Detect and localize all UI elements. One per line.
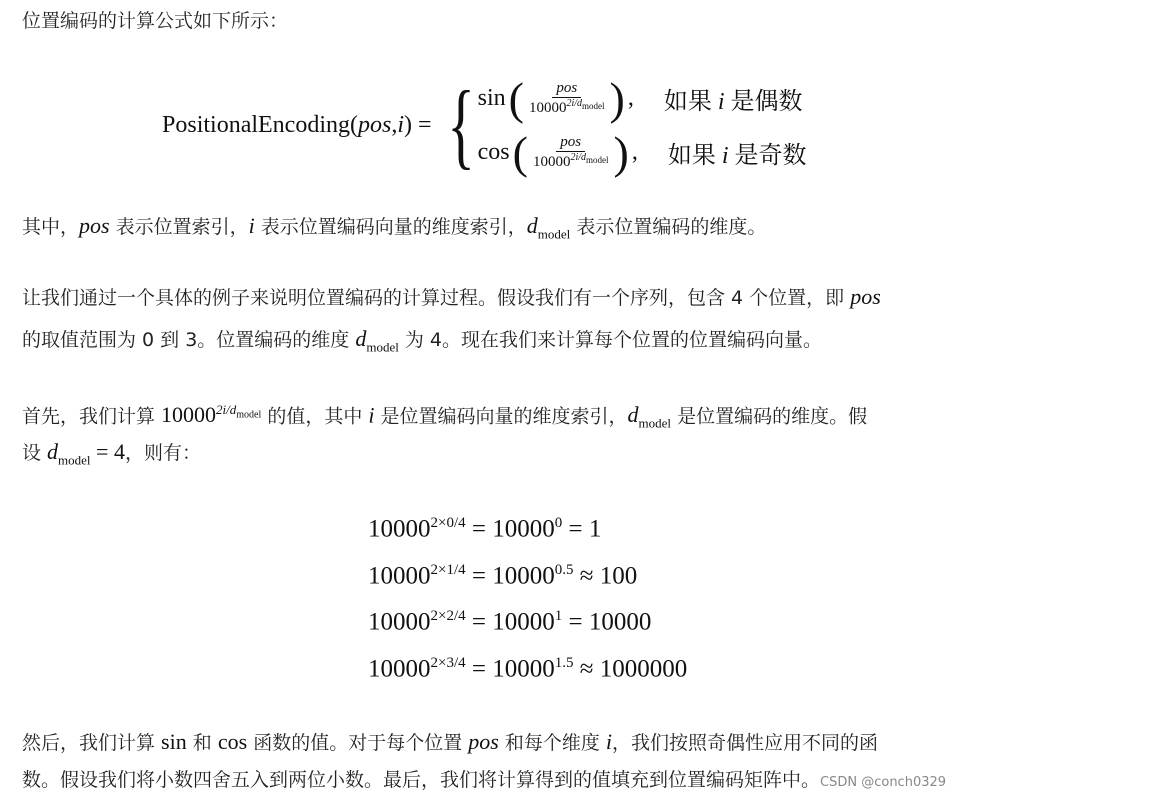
paragraph-then-line2 (22, 759, 946, 804)
paragraph-first-line1: 首先，我们计算 $10000^{2i/d_{model}}$ 的值，其中 i 是位置编码向量的维度索引，$d_{model}$ 是位置编码的维度。假 (22, 402, 868, 431)
cos-label: cos (477, 138, 510, 165)
paragraph-example-line2: 的取值范围为 0 到 3。位置编码的维度 $d_{model}$ 为 4。现在我们来计算每个位置的位置编码向量。 (22, 326, 823, 355)
left-brace: { (446, 71, 475, 178)
equation-block (368, 500, 687, 686)
condition-even: 如果 i 是偶数 (663, 88, 803, 115)
formula-pos: pos (357, 111, 392, 138)
case-odd: cos ( $\frac{\text{pos}}{10000^{2i/d_{model}}}$ ) , 如果 i 是奇数 (477, 126, 807, 178)
denominator: $10000^{2i/d_{model}}$ (532, 151, 609, 170)
paragraph-then-line1: 然后，我们计算 sin 和 cos 函数的值。对于每个位置 pos 和每个维度 i，我们按照奇偶性应用不同的函 (22, 729, 879, 754)
formula-equals: ) = (404, 111, 432, 138)
equation-row: $10000^{2\times 1/4} = 10000^{0.5} \approx 100$ (368, 561, 638, 589)
paragraph-definitions: 其中，pos 表示位置索引，i 表示位置编码向量的维度索引，$d_{model}$ 表示位置编码的维度。 (22, 213, 767, 242)
equation-row: $10000^{2\times 0/4} = 10000^0 = 1$ (368, 515, 602, 543)
equation-row: $10000^{2\times 2/4} = 10000^1 = 10000$ (368, 608, 652, 636)
denominator: $10000^{2i/d_{model}}$ (528, 97, 605, 116)
condition-odd: 如果 i 是奇数 (667, 142, 807, 169)
sin-label: sin (477, 84, 506, 111)
numerator: pos (556, 134, 585, 152)
case-even: sin ( $\frac{\text{pos}}{10000^{2i/d_{model}}}$ ) , 如果 i 是偶数 (477, 72, 803, 124)
paragraph-first-line2: 设 $d_{model} = 4$，则有： (22, 439, 201, 468)
final-text: 数。假设我们将小数四舍五入到两位小数。最后，我们将计算得到的值填充到位置编码矩阵中。 (22, 769, 821, 791)
formula-cases (478, 74, 807, 176)
positional-encoding-formula (162, 70, 807, 180)
paragraph-example-line1: 让我们通过一个具体的例子来说明位置编码的计算过程。假设我们有一个序列，包含 4 个位置，即 pos (22, 284, 881, 309)
fraction (529, 80, 605, 117)
equation-row: $10000^{2\times 3/4} = 10000^{1.5} \approx 1000000$ (368, 654, 688, 682)
formula-i: i (397, 111, 404, 138)
numerator: pos (552, 80, 581, 98)
formula-comma: , (391, 111, 398, 138)
formula-lhs: PositionalEncoding( (162, 111, 358, 138)
intro-text: 位置编码的计算公式如下所示： (22, 10, 289, 32)
watermark: CSDN @conch0329 (820, 775, 947, 790)
fraction (533, 134, 609, 171)
